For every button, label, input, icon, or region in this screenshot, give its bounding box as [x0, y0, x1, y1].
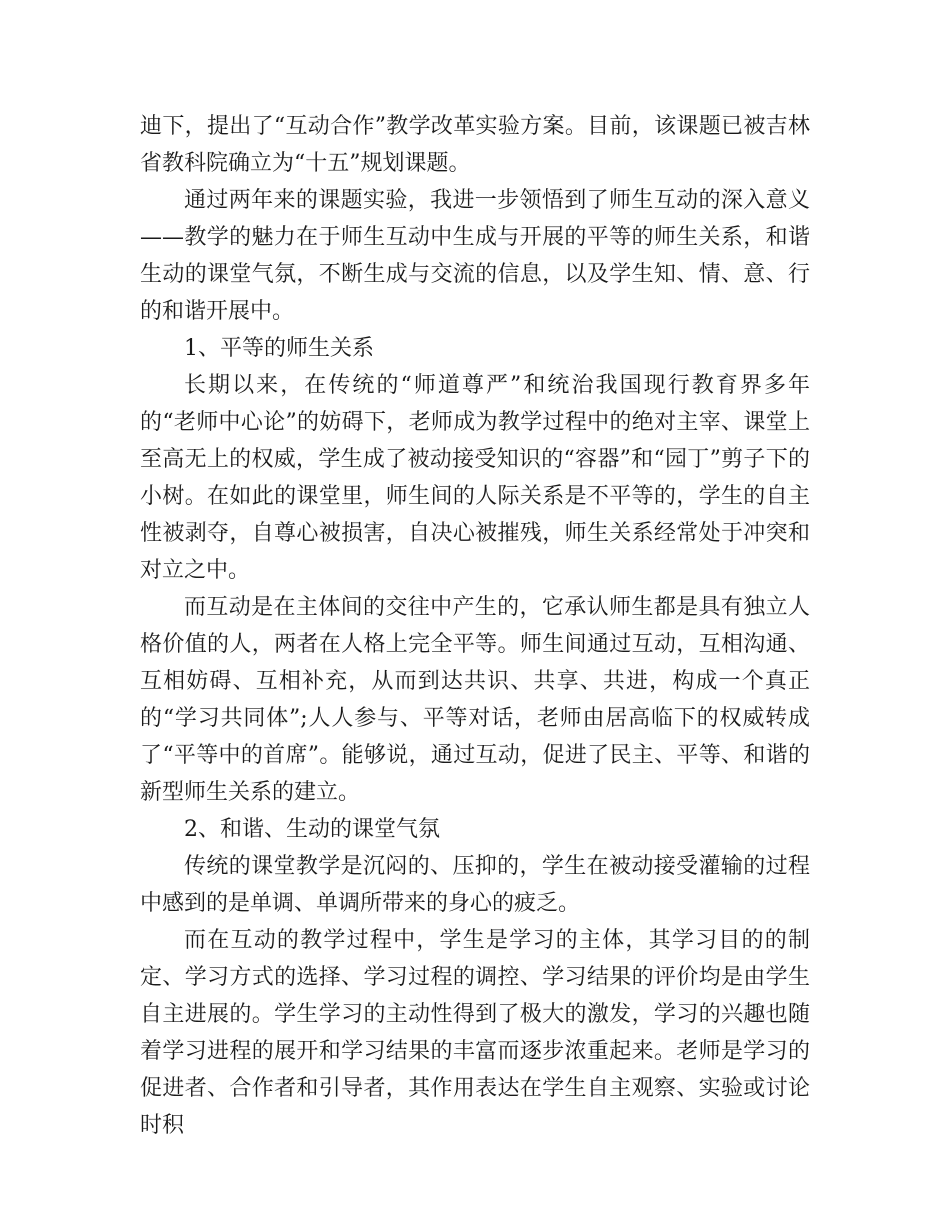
- section-heading-classroom-atmosphere: 2、和谐、生动的课堂气氛: [184, 817, 440, 842]
- paragraph-intro-continuation: 迪下，提出了“互动合作”教学改革实验方案。目前，该课题已被吉林省教科院确立为“十五”规划课题。: [140, 114, 810, 176]
- paragraph-traditional-relationship: 长期以来，在传统的“师道尊严”和统治我国现行教育界多年的“老师中心论”的妨碍下，老师成为教学过程中的绝对主宰、课堂上至高无上的权威，学生成了被动接受知识的“容器”和“园丁”剪子下的小树。在如此的课堂里，师生间的人际关系是不平等的，学生的自主性被剥夺，自尊心被损害，自决心被摧残，师生关系经常处于冲突和对立之中。: [140, 373, 810, 583]
- paragraph-traditional-classroom: 传统的课堂教学是沉闷的、压抑的，学生在被动接受灌输的过程中感到的是单调、单调所带来的身心的疲乏。: [140, 854, 810, 916]
- section-heading-equal-relationship: 1、平等的师生关系: [184, 336, 374, 361]
- paragraph-experiment-insight: 通过两年来的课题实验，我进一步领悟到了师生互动的深入意义——教学的魅力在于师生互动中生成与开展的平等的师生关系，和谐生动的课堂气氛，不断生成与交流的信息，以及学生知、情、意、行的和谐开展中。: [140, 188, 810, 324]
- paragraph-interactive-process: 而在互动的教学过程中，学生是学习的主体，其学习目的的制定、学习方式的选择、学习过程的调控、学习结果的评价均是由学生自主进展的。学生学习的主动性得到了极大的激发，学习的兴趣也随着学习进程的展开和学习结果的丰富而逐步浓重起来。老师是学习的促进者、合作者和引导者，其作用表达在学生自主观察、实验或讨论时积: [140, 928, 810, 1138]
- document-page: [140, 108, 810, 1144]
- paragraph-interaction-equality: 而互动是在主体间的交往中产生的，它承认师生都是具有独立人格价值的人，两者在人格上完全平等。师生间通过互动，互相沟通、互相妨碍、互相补充，从而到达共识、共享、共进，构成一个真正的“学习共同体”;人人参与、平等对话，老师由居高临下的权威转成了“平等中的首席”。能够说，通过互动，促进了民主、平等、和谐的新型师生关系的建立。: [140, 595, 810, 805]
